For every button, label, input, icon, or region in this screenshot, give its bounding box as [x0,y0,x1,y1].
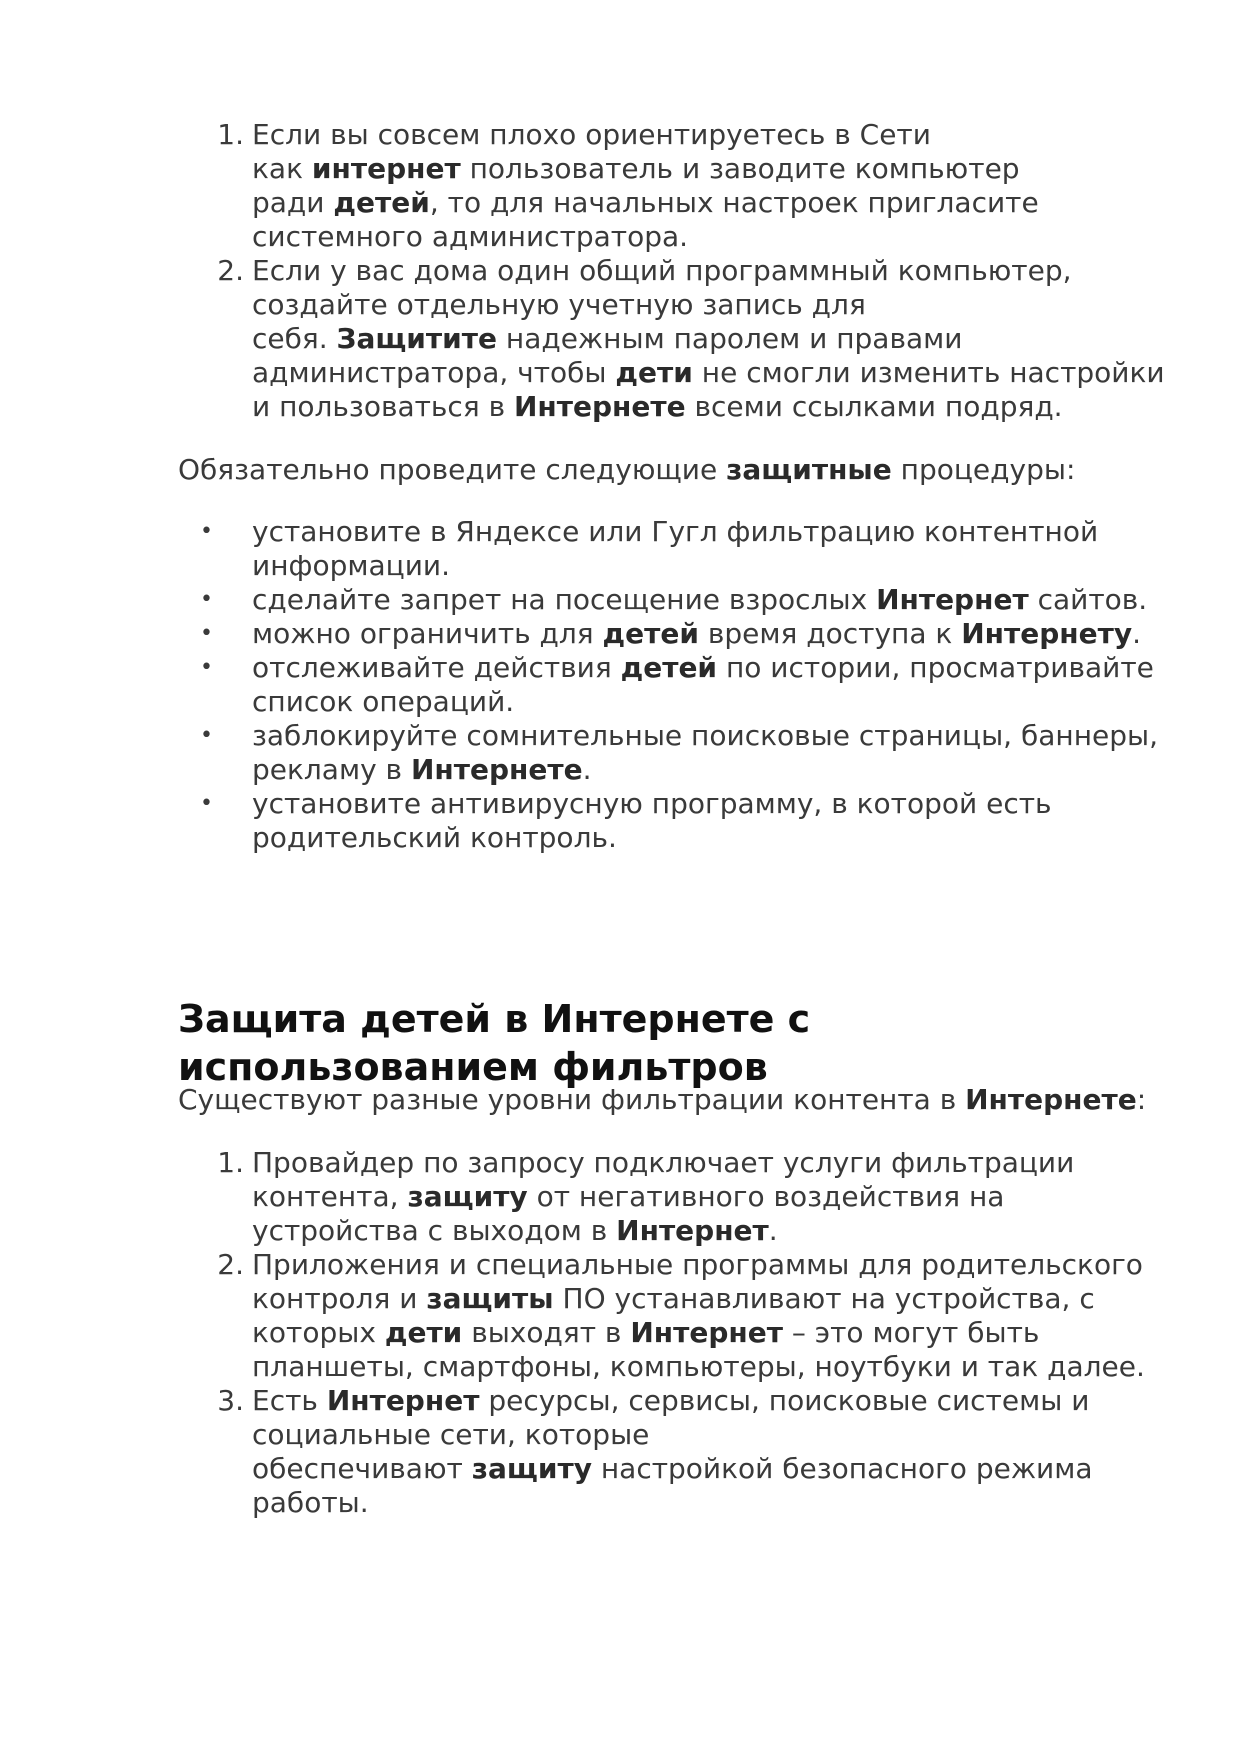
text-line [252,322,1168,356]
text-line [252,787,1168,821]
bullet-icon: • [200,519,213,544]
list-item [178,118,1168,254]
text-run: установите в Яндексе или Гугл фильтрацию контентной [252,515,1099,548]
list-item [178,254,1168,424]
text-line [252,1180,1168,1214]
bullet-list-procedures [178,515,1168,855]
text-line [252,515,1168,549]
text-line [252,1282,1168,1316]
bold-keyword: Защитите [336,322,497,355]
bold-keyword: Интернету [961,617,1133,650]
text-run: от негативного воздействия на [527,1180,1005,1213]
bullet-icon: • [200,621,213,646]
text-line [252,152,1168,186]
list-number: 1. [217,118,244,151]
text-run: администратора, чтобы [252,356,616,389]
text-run: сделайте запрет на посещение взрослых [252,583,877,616]
text-run: Если у вас дома один общий программный компьютер, [252,254,1072,287]
text-line [252,685,1168,719]
text-line [252,118,1168,152]
text-line [252,288,1168,322]
numbered-list-top [178,118,1168,424]
text-run: социальные сети, которые [252,1418,650,1451]
text-line [252,821,1168,855]
bullet-icon: • [200,655,213,680]
bold-keyword: интернет [311,152,461,185]
bold-keyword: защиту [407,1180,528,1213]
text-line [252,1486,1168,1520]
list-number: 2. [217,254,244,287]
list-item [178,1146,1168,1248]
text-run: . [1132,617,1141,650]
text-line [252,356,1168,390]
text-run: Если вы совсем плохо ориентируетесь в Сети [252,118,931,151]
list-item [178,583,1168,617]
list-item [178,787,1168,855]
text-line [252,549,1168,583]
bold-keyword: Интернете [513,390,686,423]
text-run: Есть [252,1384,327,1417]
list-item [178,617,1168,651]
text-run: создайте отдельную учетную запись для [252,288,866,321]
text-line [252,390,1168,424]
text-run: по истории, просматривайте [717,651,1154,684]
list-number: 2. [217,1248,244,1281]
bullet-icon: • [200,791,213,816]
text-run: работы. [252,1486,369,1519]
text-run: контента, [252,1180,408,1213]
bold-keyword: дети [615,356,693,389]
paragraph-filter-levels [178,1083,1168,1117]
text-run: ПО устанавливают на устройства, с [553,1282,1095,1315]
text-run: – это могут быть [782,1316,1040,1349]
text-run: себя. [252,322,337,355]
bold-keyword: Интернет [616,1214,769,1247]
text-run: и пользоваться в [252,390,514,423]
bold-keyword: детей [602,617,699,650]
text-run: рекламу в [252,753,411,786]
text-run: Существуют разные уровни фильтрации контента в [178,1083,966,1116]
list-item [178,719,1168,787]
bullet-icon: • [200,723,213,748]
text-run: как [252,152,312,185]
list-item [178,515,1168,583]
text-line [252,651,1168,685]
text-run: процедуры: [891,453,1076,486]
text-line [252,1452,1168,1486]
text-run: ради [252,186,334,219]
list-number: 1. [217,1146,244,1179]
text-run: надежным паролем и правами [496,322,963,355]
heading-line-2: использованием фильтров [178,1044,768,1089]
text-line [252,220,1168,254]
text-run: устройства с выходом в [252,1214,617,1247]
text-line [252,617,1168,651]
bold-keyword: защитные [726,453,892,486]
text-run: установите антивирусную программу, в которой есть [252,787,1052,820]
text-run: можно ограничить для [252,617,603,650]
text-run: пользователь и заводите компьютер [460,152,1020,185]
bold-keyword: Интернете [965,1083,1137,1116]
text-run: время доступа к [699,617,962,650]
text-line [252,186,1168,220]
bold-keyword: защиту [471,1452,592,1485]
list-item [178,1384,1168,1520]
text-line [252,753,1168,787]
text-run: выходят в [462,1316,631,1349]
text-run: : [1136,1083,1147,1116]
text-run: . [582,753,592,786]
section-heading [178,995,1168,1091]
text-line [252,254,1168,288]
text-line [252,1350,1168,1384]
list-item [178,1248,1168,1384]
heading-line-1: Защита детей в Интернете с [178,996,811,1041]
text-run: системного администратора. [252,220,689,253]
text-run: заблокируйте сомнительные поисковые страницы, баннеры, [252,719,1159,752]
text-line [252,583,1168,617]
list-number: 3. [217,1384,244,1417]
paragraph-procedures [178,453,1168,487]
text-run: . [768,1214,778,1247]
text-line [252,719,1168,753]
list-item [178,651,1168,719]
text-run: родительский контроль. [252,821,617,854]
text-run: Обязательно проведите следующие [178,453,727,486]
bullet-icon: • [200,587,213,612]
text-run: информации. [252,549,450,582]
text-run: планшеты, смартфоны, компьютеры, ноутбуки и так далее. [252,1350,1145,1383]
text-line [252,1316,1168,1350]
text-run: список операций. [252,685,515,718]
text-run: сайтов. [1028,583,1148,616]
text-run: Провайдер по запросу подключает услуги фильтрации [252,1146,1075,1179]
bold-keyword: Интернет [630,1316,783,1349]
text-run: Приложения и специальные программы для родительского [252,1248,1143,1281]
bold-keyword: дети [384,1316,463,1349]
text-line [252,1146,1168,1180]
text-run: отслеживайте действия [252,651,621,684]
numbered-list-filters [178,1146,1168,1520]
text-run: ресурсы, сервисы, поисковые системы и [479,1384,1090,1417]
bold-keyword: Интернет [876,583,1029,616]
text-line [252,1384,1168,1418]
bold-keyword: Интернет [326,1384,480,1417]
bold-keyword: защиты [426,1282,554,1315]
text-run: не смогли изменить настройки [692,356,1165,389]
bold-keyword: детей [333,186,430,219]
text-line [252,1418,1168,1452]
bold-keyword: детей [620,651,718,684]
text-run: настройкой безопасного режима [591,1452,1093,1485]
text-run: которых [252,1316,385,1349]
text-run: обеспечивают [252,1452,472,1485]
bold-keyword: Интернете [410,753,583,786]
text-run: всеми ссылками подряд. [685,390,1063,423]
text-line [252,1248,1168,1282]
text-run: , то для начальных настроек пригласите [429,186,1039,219]
text-line [252,1214,1168,1248]
text-run: контроля и [252,1282,427,1315]
